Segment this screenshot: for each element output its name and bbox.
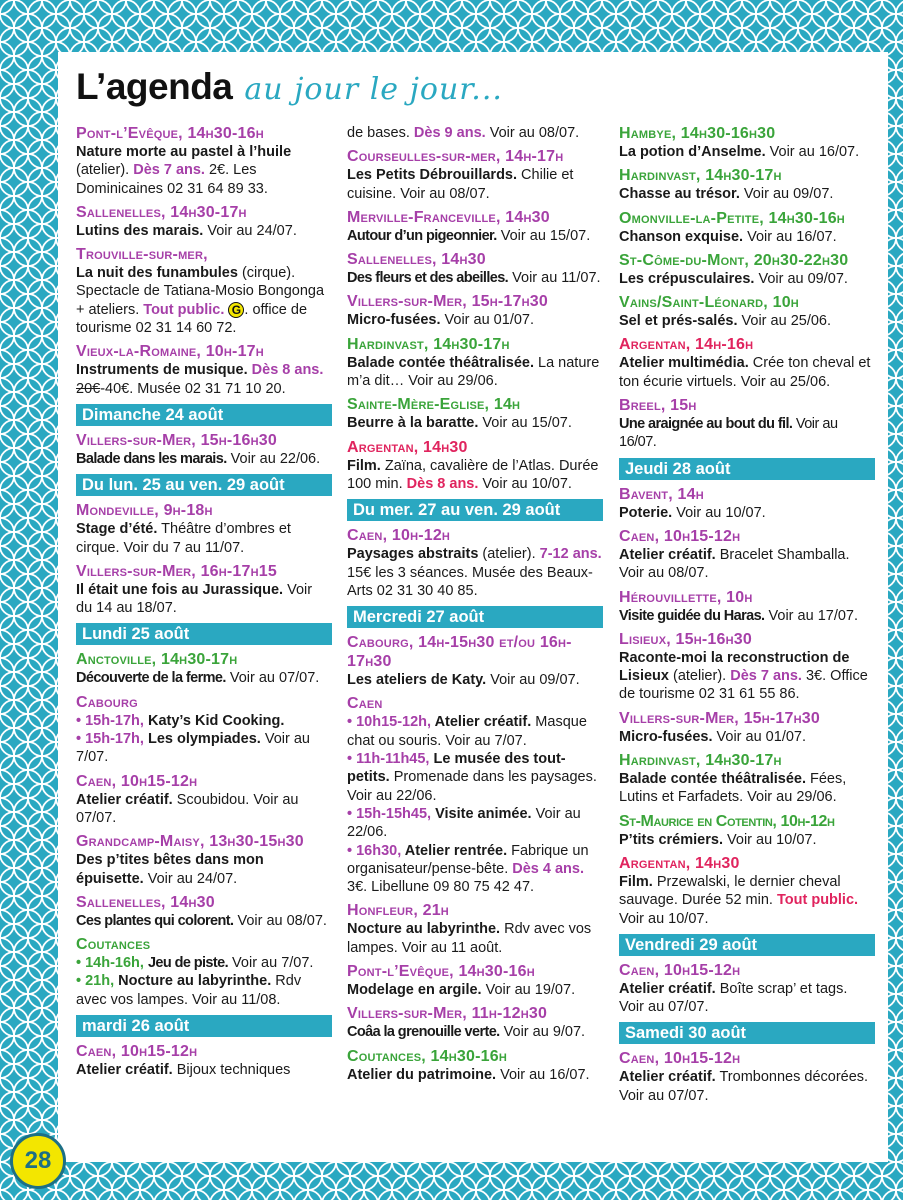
agenda-entry [347, 438, 603, 494]
event-location: St-Côme-du-Mont, 20h30-22h30 [619, 251, 849, 269]
event-location: Sallenelles, 14h30-17h [76, 203, 247, 221]
event-text: Fées, Lutins et Farfadets. Voir au 29/06. [619, 771, 847, 806]
event-text: (atelier). [478, 546, 540, 563]
agenda-entry [619, 588, 875, 625]
day-header: Mercredi 27 août [347, 606, 603, 628]
event-title: Poterie. [619, 504, 673, 521]
event-location: Villers-sur-Mer, 15h-17h30 [619, 709, 820, 727]
event-location: Bavent, 14h [619, 485, 704, 503]
event-text: Fabrique un organisateur/pense-bête. [347, 842, 589, 877]
event-text: Promenade dans les paysages. Voir au 22/06. [347, 769, 597, 804]
event-text: Voir au 01/07. [440, 312, 534, 329]
event-text: Voir au 16/07. [743, 228, 837, 245]
event-title: Instruments de musique. [76, 362, 248, 379]
audience-badge: Tout public. [776, 892, 859, 909]
event-text: Voir au 11/07. [508, 270, 601, 287]
agenda-column-3 [619, 124, 875, 1110]
event-text: Przewalski, le dernier cheval sauvage. Durée 52 min. [619, 873, 841, 909]
event-title: Atelier rentrée. [404, 842, 508, 859]
event-text: Voir au 10/07. [672, 504, 766, 521]
event-title: Nocture au labyrinthe. [118, 973, 272, 990]
event-location: St-Maurice en Cotentin, 10h-12h [619, 812, 835, 830]
event-location: Pont-l’Evêque, 14h30-16h [347, 963, 535, 981]
event-text: Chilie et cuisine. Voir au 08/07. [347, 167, 574, 202]
event-location: Villers-sur-Mer, 15h-16h30 [76, 431, 277, 449]
event-text: Crée ton cheval et ton écurie virtuels. Voir au 25/06. [619, 355, 871, 390]
agenda-entry [619, 630, 875, 704]
event-location: Hambye, 14h30-16h30 [619, 125, 776, 142]
event-location: Caen, 10h-12h [347, 527, 451, 545]
event-title: Chasse au trésor. [619, 186, 740, 203]
event-title: Katy’s Kid Cooking. [147, 712, 285, 729]
event-title: Atelier créatif. [434, 714, 532, 731]
event-time: • 15h-15h45, [347, 805, 436, 822]
event-text: (atelier). [668, 668, 731, 685]
agenda-entry [619, 485, 875, 522]
event-text: Voir au 08/07. [233, 912, 327, 929]
page-subtitle: au jour le jour... [244, 72, 503, 107]
event-title: Jeu de piste. [147, 955, 229, 972]
event-title: Des p’tites bêtes dans mon épuisette. [76, 852, 264, 887]
event-title: Atelier créatif. [619, 546, 716, 563]
age-badge: Dès 7 ans. [730, 668, 802, 685]
day-header: mardi 26 août [76, 1015, 332, 1037]
agenda-entry [619, 854, 875, 928]
event-location: Caen, 10h15-12h [76, 1043, 198, 1061]
event-time: • 15h-17h, [76, 712, 148, 729]
event-location: Sallenelles, 14h30 [347, 251, 486, 269]
event-location: Cabourg [76, 693, 138, 711]
event-title: Nocture au labyrinthe. [347, 921, 501, 938]
day-header: Dimanche 24 août [76, 404, 332, 426]
event-time: • 10h15-12h, [347, 714, 435, 731]
agenda-entry [619, 335, 875, 391]
event-location: Grandcamp-Maisy, 13h30-15h30 [76, 833, 304, 851]
event-time: • 16h30, [347, 842, 405, 859]
agenda-entry [347, 335, 603, 391]
event-text: Voir au 16/07. [619, 416, 838, 451]
agenda-entry [619, 751, 875, 807]
event-location: Omonville-la-Petite, 14h30-16h [619, 209, 845, 227]
event-location: Breel, 15h [619, 397, 697, 415]
event-text: Voir au 15/07. [496, 227, 591, 244]
event-location: Vieux-la-Romaine, 10h-17h [76, 343, 264, 361]
agenda-entry [347, 901, 603, 957]
event-title: Atelier créatif. [619, 1069, 716, 1086]
event-location: Hardinvast, 14h30-17h [619, 167, 782, 185]
event-text: 3€. Libellune 09 80 75 42 47. [347, 879, 535, 896]
event-text: Scoubidou. Voir au 07/07. [76, 791, 299, 826]
event-time: • 15h-17h, [76, 731, 148, 748]
event-text: Voir au 15/07. [478, 415, 572, 432]
agenda-entry [347, 962, 603, 999]
event-title: Atelier du patrimoine. [347, 1066, 497, 1083]
event-title: Il était une fois au Jurassique. [76, 581, 284, 598]
event-title: Le musée des tout-petits. [347, 751, 566, 786]
event-text: Voir au 24/07. [203, 222, 297, 239]
event-location: Argentan, 14h30 [619, 854, 740, 872]
event-text: Voir au 17/07. [764, 607, 859, 624]
event-title: Stage d’été. [76, 521, 158, 538]
event-text: . office de tourisme 02 31 14 60 72. [76, 301, 308, 337]
event-title: Raconte-moi la reconstruction de Lisieux [619, 649, 850, 685]
event-title: Les crépusculaires. [619, 270, 755, 287]
event-time: • 21h, [76, 973, 119, 990]
event-text: Voir au 09/07. [754, 270, 848, 287]
event-location: Villers-sur-Mer, 11h-12h30 [347, 1005, 548, 1023]
event-time: • 14h-16h, [76, 955, 148, 972]
event-text: Voir au 22/06. [347, 805, 581, 841]
event-title: Atelier multimédia. [619, 355, 749, 372]
event-location: Villers-sur-Mer, 15h-17h30 [347, 293, 548, 311]
event-title: Coâa la grenouille verte. [347, 1024, 500, 1041]
event-location: Hardinvast, 14h30-17h [619, 752, 782, 770]
event-text: Masque chat ou souris. Voir au 7/07. [347, 714, 587, 749]
event-title: Ces plantes qui colorent. [76, 912, 234, 929]
event-location: Hardinvast, 14h30-17h [347, 335, 510, 353]
event-title: Balade dans les marais. [76, 450, 227, 467]
agenda-entry [619, 124, 875, 161]
agenda-entry [76, 245, 332, 337]
page-number-badge: 28 [10, 1133, 66, 1189]
agenda-entry [347, 1047, 603, 1084]
event-location: Caen, 10h15-12h [619, 527, 741, 545]
event-title: Chanson exquise. [619, 228, 744, 245]
audience-badge: Tout public. [143, 301, 225, 318]
event-text: Voir au 25/06. [737, 313, 832, 330]
agenda-entry [347, 147, 603, 203]
event-title: Sel et prés-salés. [619, 313, 738, 330]
event-location: Lisieux, 15h-16h30 [619, 630, 752, 648]
event-location: Caen, 10h15-12h [619, 1050, 741, 1068]
event-text: La nature m’a dit… Voir au 29/06. [347, 354, 600, 390]
agenda-entry [76, 1042, 332, 1079]
event-text: Voir au 19/07. [481, 982, 576, 999]
event-location: Anctoville, 14h30-17h [76, 651, 238, 669]
event-text: Voir au 16/07. [496, 1066, 590, 1083]
event-title: Atelier créatif. [619, 980, 716, 997]
agenda-entry [347, 1004, 603, 1041]
event-title: P’tits crémiers. [619, 831, 723, 848]
event-text: Voir au 7/07. [76, 731, 310, 766]
event-text: Voir au 24/07. [143, 870, 238, 887]
agenda-entry [619, 961, 875, 1017]
agenda-entry [619, 209, 875, 246]
agenda-entry [347, 208, 603, 245]
agenda-entry [76, 124, 332, 198]
event-title: Découverte de la ferme. [76, 670, 226, 687]
event-location: Argentan, 14h-16h [619, 336, 754, 354]
event-title: Film. [619, 873, 653, 890]
age-badge: Dès 7 ans. [133, 162, 205, 179]
agenda-entry [76, 342, 332, 398]
event-location: Sainte-Mère-Eglise, 14h [347, 396, 521, 414]
event-title: Des fleurs et des abeilles. [347, 270, 509, 287]
event-text: Voir au 22/06. [226, 450, 321, 467]
event-time: • 11h-11h45, [347, 751, 434, 768]
event-text: Théâtre d’ombres et cirque. Voir du 7 au 11/07. [76, 521, 291, 556]
event-text: Voir au 01/07. [712, 728, 806, 745]
event-title: Balade contée théâtralisée. [347, 354, 534, 371]
event-location: Caen [347, 695, 383, 713]
event-text: (atelier). [76, 162, 134, 179]
agenda-entry [76, 935, 332, 1009]
event-text: Trombonnes décorées. Voir au 07/07. [619, 1069, 869, 1104]
agenda-entry [619, 709, 875, 746]
event-title: La nuit des funambules [76, 265, 238, 282]
agenda-entry [347, 250, 603, 287]
event-location: Honfleur, 21h [347, 902, 449, 920]
age-badge: Dès 8 ans. [406, 475, 479, 492]
event-location: Mondeville, 9h-18h [76, 502, 213, 520]
agenda-entry [619, 293, 875, 330]
event-text: Bijoux techniques [172, 1062, 291, 1079]
age-badge: 7-12 ans. [539, 546, 602, 563]
event-title: Atelier créatif. [76, 1062, 173, 1079]
event-location: Courseulles-sur-mer, 14h-17h [347, 148, 564, 166]
event-text: Voir au 09/07. [739, 186, 834, 203]
day-header: Vendredi 29 août [619, 934, 875, 956]
agenda-column-1 [76, 124, 332, 1084]
agenda-entry [619, 396, 875, 452]
event-location: Hérouvillette, 10h [619, 588, 753, 606]
event-title: Atelier créatif. [76, 791, 173, 808]
old-price: 20€ [76, 380, 101, 397]
event-title: Une araignée au bout du fil. [619, 416, 793, 433]
agenda-entry [76, 501, 332, 557]
event-text: Voir au 07/07. [225, 670, 320, 687]
event-title: Visite guidée du Haras. [619, 607, 765, 624]
agenda-entry [76, 562, 332, 618]
agenda-entry [76, 832, 332, 888]
event-text: Voir au 10/07. [722, 831, 817, 848]
page-header [76, 66, 503, 108]
agenda-entry [76, 203, 332, 240]
event-text: Voir au 08/07. [485, 125, 580, 141]
agenda-entry [76, 893, 332, 930]
event-text: Voir au 10/07. [478, 475, 572, 492]
event-title: Modelage en argile. [347, 982, 482, 999]
day-header: Jeudi 28 août [619, 458, 875, 480]
age-badge: Dès 8 ans. [247, 362, 324, 379]
free-event-icon: G [228, 302, 244, 318]
event-location: Caen, 10h15-12h [619, 961, 741, 979]
event-text: Voir du 14 au 18/07. [76, 581, 313, 617]
day-header: Samedi 30 août [619, 1022, 875, 1044]
event-text: Voir au 7/07. [228, 955, 314, 972]
event-title: Beurre à la baratte. [347, 415, 479, 432]
agenda-entry [619, 251, 875, 288]
agenda-entry [76, 693, 332, 767]
age-badge: Dès 4 ans. [512, 860, 584, 877]
agenda-entry [76, 772, 332, 828]
event-title: Les Petits Débrouillards. [347, 167, 518, 184]
event-location: Coutances [76, 936, 151, 954]
day-header: Du lun. 25 au ven. 29 août [76, 474, 332, 496]
agenda-entry [347, 526, 603, 600]
event-title: Les olympiades. [147, 731, 261, 748]
event-title: Visite animée. [435, 805, 532, 822]
page-title: L’agenda [76, 66, 233, 107]
event-title: Film. [347, 457, 381, 474]
agenda-entry [619, 166, 875, 203]
event-title: Nature morte au pastel à l’huile [76, 144, 292, 160]
event-text: 3€. Office de tourisme 02 31 61 55 86. [619, 668, 868, 703]
event-text: de bases. [347, 125, 414, 141]
event-title: Micro-fusées. [619, 728, 713, 745]
event-title: Les ateliers de Katy. [347, 672, 487, 689]
agenda-entry [619, 812, 875, 849]
event-location: Merville-Franceville, 14h30 [347, 208, 550, 226]
agenda-entry [347, 124, 603, 142]
agenda-entry [347, 633, 603, 689]
event-location: Vains/Saint-Léonard, 10h [619, 294, 799, 312]
event-title: Lutins des marais. [76, 222, 204, 239]
event-location: Pont-l’Evêque, 14h30-16h [76, 125, 264, 142]
event-title: Balade contée théâtralisée. [619, 771, 806, 788]
event-text: 15€ les 3 séances. Musée des Beaux-Arts 02 31 30 40 85. [347, 564, 593, 599]
event-text: Bracelet Shamballa. Voir au 08/07. [619, 546, 850, 582]
event-location: Sallenelles, 14h30 [76, 893, 215, 911]
event-text: (cirque). Spectacle de Tatiana-Mosio Bongonga + ateliers. [76, 265, 325, 318]
event-title: Paysages abstraits [347, 546, 479, 563]
event-title: La potion d’Anselme. [619, 144, 766, 160]
agenda-entry [76, 650, 332, 687]
event-text: Rdv avec vos lampes. Voir au 11 août. [347, 921, 592, 956]
event-text: Voir au 09/07. [486, 672, 580, 689]
event-text: Voir au 10/07. [619, 910, 709, 927]
event-text: Rdv avec vos lampes. Voir au 11/08. [76, 973, 302, 1008]
agenda-entry [619, 527, 875, 583]
event-location: Cabourg, 14h-15h30 et/ou 16h-17h30 [347, 634, 572, 671]
agenda-entry [76, 431, 332, 468]
event-text: Voir au 9/07. [499, 1024, 586, 1041]
event-location: Trouville-sur-mer, [76, 246, 208, 264]
agenda-entry [347, 292, 603, 329]
event-title: Autour d’un pigeonnier. [347, 227, 497, 244]
agenda-entry [347, 694, 603, 896]
agenda-entry [619, 1049, 875, 1105]
event-location: Caen, 10h15-12h [76, 772, 198, 790]
agenda-entry [347, 395, 603, 432]
event-text: Zaïna, cavalière de l’Atlas. Durée 100 min. [347, 457, 599, 492]
event-text: Voir au 16/07. [765, 144, 860, 160]
event-text: Boîte scrap’ et tags. Voir au 07/07. [619, 980, 848, 1016]
day-header: Du mer. 27 au ven. 29 août [347, 499, 603, 521]
age-badge: Dès 9 ans. [413, 125, 486, 141]
event-title: Micro-fusées. [347, 312, 441, 329]
event-location: Coutances, 14h30-16h [347, 1047, 507, 1065]
event-location: Villers-sur-Mer, 16h-17h15 [76, 562, 277, 580]
event-location: Argentan, 14h30 [347, 438, 468, 456]
event-text: -40€. Musée 02 31 71 10 20. [100, 380, 286, 397]
day-header: Lundi 25 août [76, 623, 332, 645]
agenda-column-2 [347, 124, 603, 1089]
event-text: 2€. Les Dominicaines 02 31 64 89 33. [76, 162, 268, 197]
